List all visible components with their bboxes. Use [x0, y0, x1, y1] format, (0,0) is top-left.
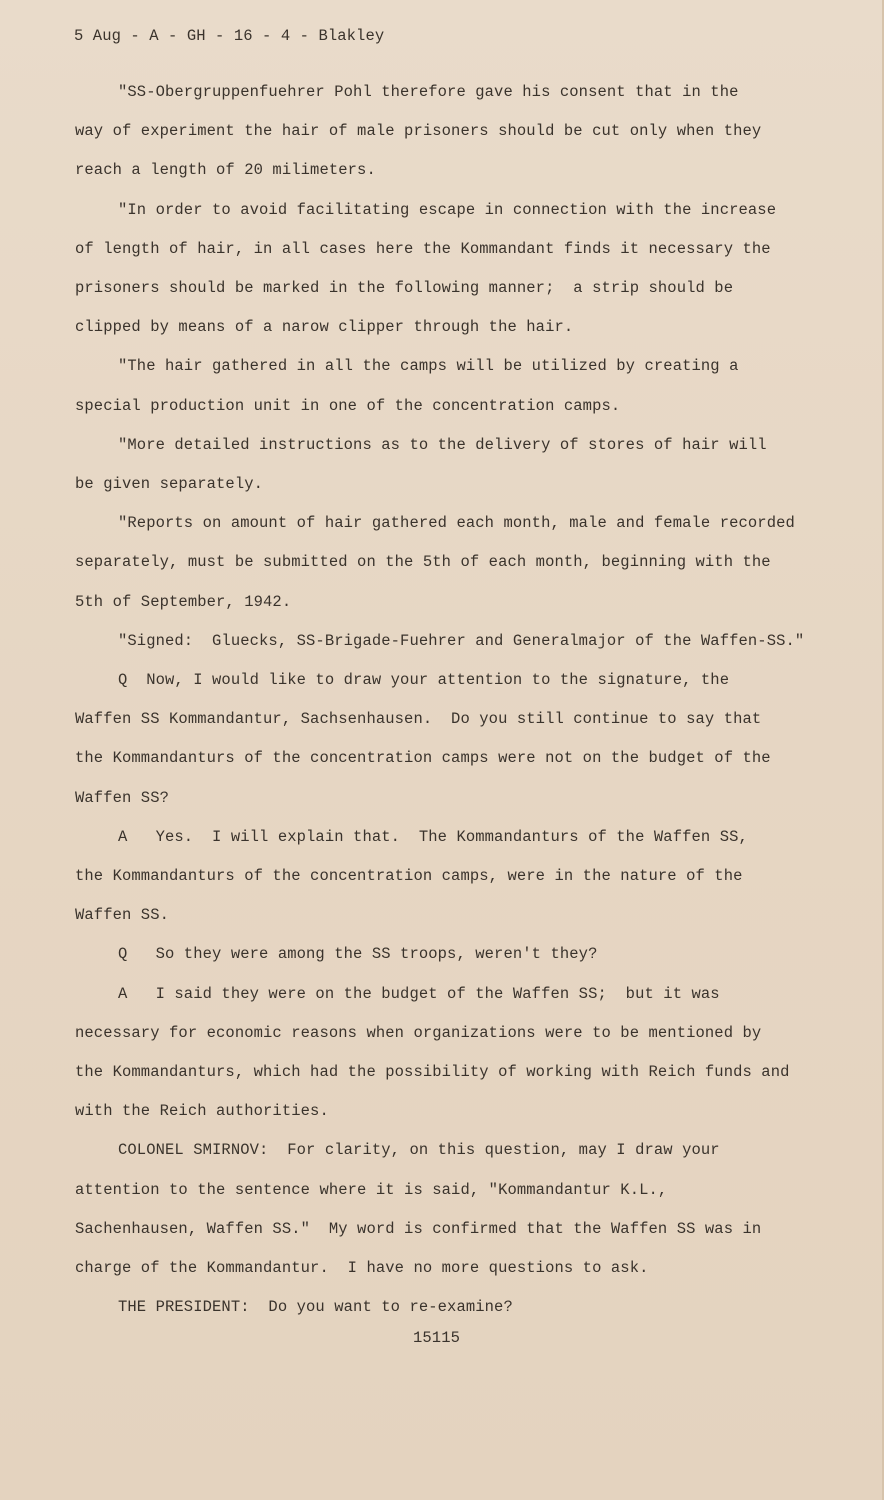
- transcript-line: charge of the Kommandantur. I have no more questions to ask.: [75, 1259, 649, 1277]
- transcript-line: be given separately.: [75, 475, 264, 493]
- transcript-line: of length of hair, in all cases here the Kommandant finds it necessary the: [75, 239, 771, 258]
- transcript-line: "The hair gathered in all the camps will be utilized by creating a: [118, 357, 739, 376]
- transcript-line: "In order to avoid facilitating escape in connection with the increase: [118, 200, 777, 219]
- transcript-line: necessary for economic reasons when organizations were to be mentioned by: [75, 1023, 762, 1042]
- transcript-line: "Reports on amount of hair gathered each month, male and female recorded: [118, 514, 795, 533]
- transcript-line: with the Reich authorities.: [75, 1102, 329, 1121]
- transcript-line: A I said they were on the budget of the Waffen SS; but it was: [118, 984, 720, 1003]
- transcript-line: way of experiment the hair of male prisoners should be cut only when they: [75, 122, 762, 141]
- page-number: 15115: [413, 1329, 461, 1347]
- transcript-line: THE PRESIDENT: Do you want to re-examine?: [118, 1298, 513, 1317]
- transcript-line: 5th of September, 1942.: [75, 592, 292, 611]
- transcript-line: special production unit in one of the concentration camps.: [75, 396, 621, 415]
- transcript-line: Waffen SS Kommandantur, Sachsenhausen. Do you still continue to say that: [75, 710, 762, 729]
- transcript-line: the Kommandanturs of the concentration camps, were in the nature of the: [75, 867, 743, 885]
- transcript-line: attention to the sentence where it is said, "Kommandantur K.L.,: [75, 1180, 668, 1199]
- transcript-line: separately, must be submitted on the 5th of each month, beginning with the: [75, 553, 771, 572]
- transcript-line: the Kommandanturs, which had the possibility of working with Reich funds and: [75, 1063, 790, 1081]
- transcript-line: prisoners should be marked in the following manner; a strip should be: [75, 279, 734, 297]
- transcript-line: the Kommandanturs of the concentration camps were not on the budget of the: [75, 749, 771, 768]
- transcript-line: "SS-Obergruppenfuehrer Pohl therefore gave his consent that in the: [118, 83, 739, 101]
- transcript-line: "More detailed instructions as to the delivery of stores of hair will: [118, 435, 767, 454]
- transcript-line: Sachenhausen, Waffen SS." My word is confirmed that the Waffen SS was in: [75, 1219, 762, 1238]
- transcript-line: Q So they were among the SS troops, weren't they?: [118, 945, 598, 964]
- transcript-line: reach a length of 20 milimeters.: [75, 161, 376, 180]
- transcript-line: COLONEL SMIRNOV: For clarity, on this question, may I draw your: [118, 1141, 720, 1160]
- transcript-line: clipped by means of a narow clipper through the hair.: [75, 318, 574, 337]
- transcript-line: "Signed: Gluecks, SS-Brigade-Fuehrer and Generalmajor of the Waffen-SS.": [118, 631, 805, 650]
- transcript-line: A Yes. I will explain that. The Kommandanturs of the Waffen SS,: [118, 827, 748, 846]
- transcript-line: Waffen SS?: [75, 788, 170, 807]
- transcript-line: Q Now, I would like to draw your attention to the signature, the: [118, 671, 730, 689]
- transcript-line: Waffen SS.: [75, 906, 170, 925]
- page-header: 5 Aug - A - GH - 16 - 4 - Blakley: [74, 27, 385, 45]
